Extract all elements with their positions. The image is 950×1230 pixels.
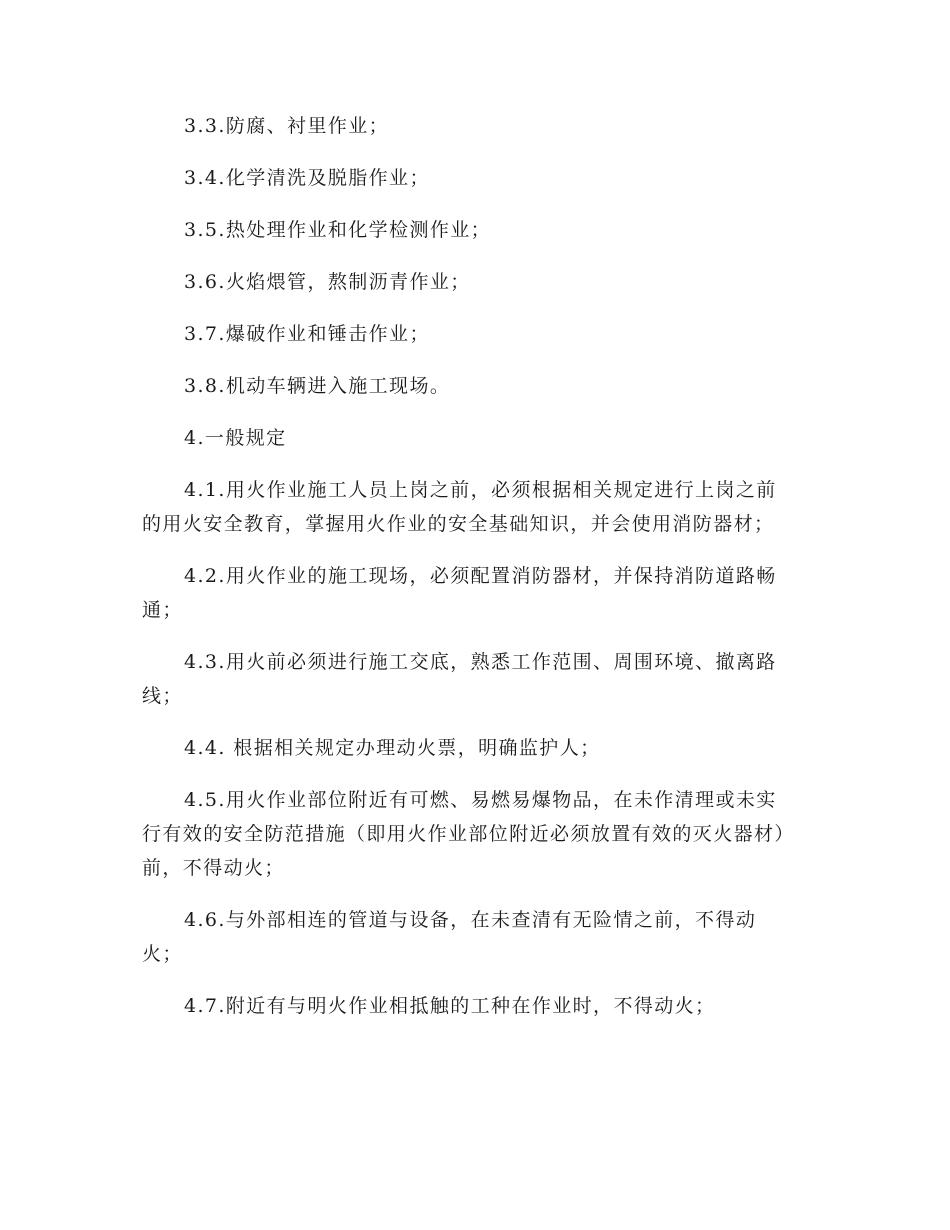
item-4-3: 4.3.用火前必须进行施工交底，熟悉工作范围、周围环境、撤离路线； — [142, 651, 777, 707]
item-4-5: 4.5.用火作业部位附近有可燃、易燃易爆物品，在未作清理或未实行有效的安全防范措施（即用火作业部位附近必须放置有效的灭火器材）前，不得动火； — [142, 789, 786, 879]
item-4-6: 4.6.与外部相连的管道与设备，在未查清有无险情之前，不得动火； — [142, 909, 757, 965]
item-3-8: 3.8.机动车辆进入施工现场。 — [184, 375, 451, 397]
item-4-7: 4.7.附近有与明火作业相抵触的工种在作业时，不得动火； — [184, 995, 716, 1017]
item-3-6: 3.6.火焰煨管，熬制沥青作业； — [184, 271, 471, 293]
section-4-heading: 4.一般规定 — [184, 427, 287, 449]
item-4-1: 4.1.用火作业施工人员上岗之前，必须根据相关规定进行上岗之前的用火安全教育，掌握用火作业的安全基础知识，并会使用消防器材； — [142, 479, 777, 535]
document-body — [142, 109, 794, 1023]
item-4-2: 4.2.用火作业的施工现场，必须配置消防器材，并保持消防道路畅通； — [142, 565, 777, 621]
item-3-7: 3.7.爆破作业和锤击作业； — [184, 323, 430, 345]
item-3-4: 3.4.化学清洗及脱脂作业； — [184, 167, 430, 189]
item-3-3: 3.3.防腐、衬里作业； — [184, 115, 390, 137]
item-4-4: 4.4. 根据相关规定办理动火票，明确监护人； — [184, 737, 601, 759]
item-3-5: 3.5.热处理作业和化学检测作业； — [184, 219, 492, 241]
